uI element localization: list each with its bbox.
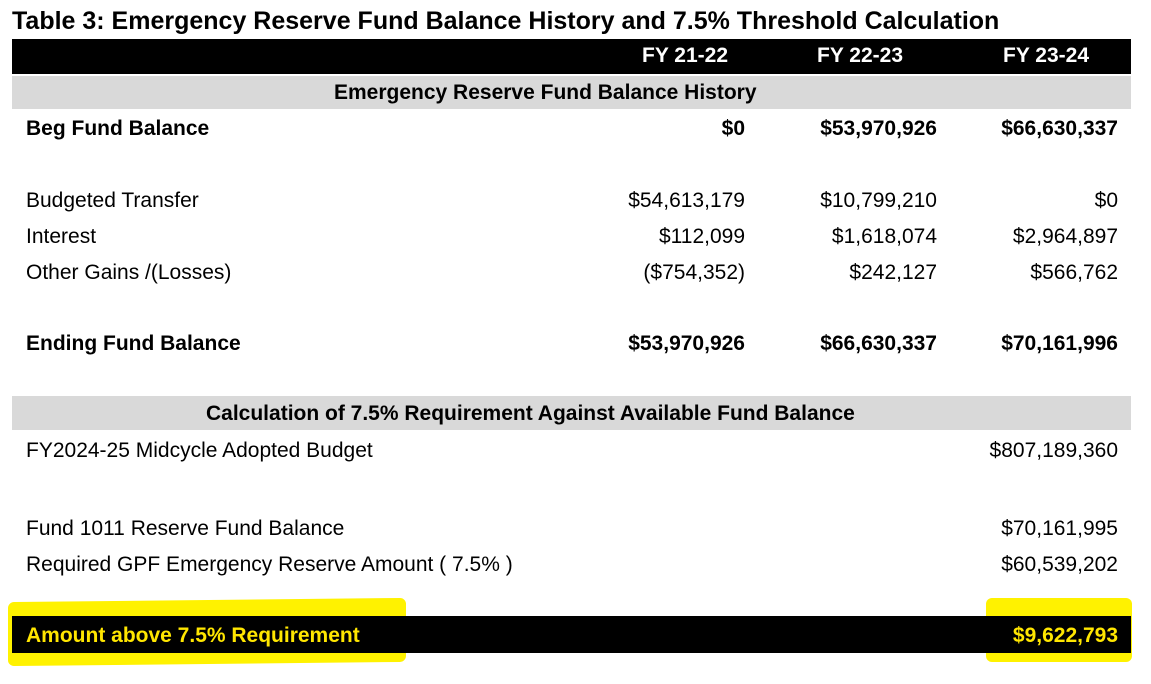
amount-above-value: $9,622,793 <box>1012 624 1118 647</box>
section-heading-history: Emergency Reserve Fund Balance History <box>334 81 757 104</box>
interest-fy23-24: $2,964,897 <box>1012 225 1118 248</box>
ending-fund-balance-fy22-23: $66,630,337 <box>820 332 937 355</box>
other-gains-fy21-22: ($754,352) <box>643 261 745 284</box>
budgeted-transfer-fy23-24: $0 <box>1094 189 1118 212</box>
required-reserve-label: Required GPF Emergency Reserve Amount ( 7.5% ) <box>26 553 513 576</box>
ending-fund-balance-label: Ending Fund Balance <box>26 332 241 355</box>
beg-fund-balance-label: Beg Fund Balance <box>26 117 210 140</box>
interest-fy21-22: $112,099 <box>658 225 745 248</box>
column-header-bar <box>12 39 1131 74</box>
other-gains-fy23-24: $566,762 <box>1030 261 1118 284</box>
ending-fund-balance-fy21-22: $53,970,926 <box>628 332 745 355</box>
amount-above-label: Amount above 7.5% Requirement <box>26 624 360 647</box>
required-reserve-value: $60,539,202 <box>1001 553 1118 576</box>
beg-fund-balance-fy21-22: $0 <box>721 117 745 140</box>
adopted-budget-label: FY2024-25 Midcycle Adopted Budget <box>26 439 373 462</box>
reserve-fund-balance-value: $70,161,995 <box>1001 517 1118 540</box>
reserve-fund-balance-label: Fund 1011 Reserve Fund Balance <box>26 517 345 540</box>
column-header-fy23-24: FY 23-24 <box>1003 44 1089 67</box>
section-heading-calculation: Calculation of 7.5% Requirement Against Available Fund Balance <box>206 402 855 425</box>
adopted-budget-value: $807,189,360 <box>989 439 1118 462</box>
other-gains-label: Other Gains /(Losses) <box>26 261 232 284</box>
interest-fy22-23: $1,618,074 <box>831 225 937 248</box>
budgeted-transfer-fy22-23: $10,799,210 <box>820 189 937 212</box>
ending-fund-balance-fy23-24: $70,161,996 <box>1001 332 1118 355</box>
budgeted-transfer-fy21-22: $54,613,179 <box>628 189 745 212</box>
beg-fund-balance-fy22-23: $53,970,926 <box>820 117 937 140</box>
table-title: Table 3: Emergency Reserve Fund Balance History and 7.5% Threshold Calculation <box>12 7 1000 35</box>
beg-fund-balance-fy23-24: $66,630,337 <box>1001 117 1118 140</box>
other-gains-fy22-23: $242,127 <box>849 261 937 284</box>
interest-label: Interest <box>26 225 97 248</box>
budgeted-transfer-label: Budgeted Transfer <box>26 189 199 212</box>
column-header-fy22-23: FY 22-23 <box>817 44 903 67</box>
column-header-fy21-22: FY 21-22 <box>642 44 728 67</box>
